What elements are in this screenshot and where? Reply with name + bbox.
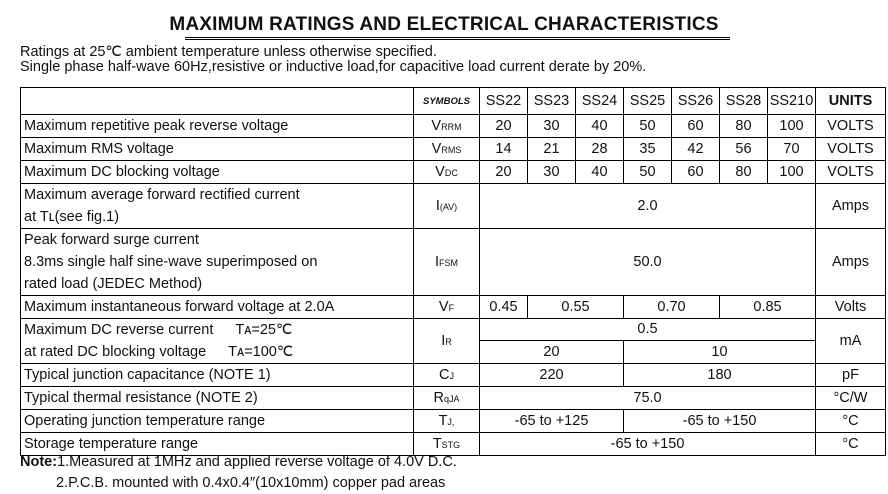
param-label: Maximum instantaneous forward voltage at 2.0A bbox=[21, 296, 414, 319]
value-cell: 2.0 bbox=[480, 184, 816, 229]
unit-cell: pF bbox=[816, 364, 886, 387]
part-header: SS22 bbox=[480, 88, 528, 115]
note-1: 1.Measured at 1MHz and applied reverse voltage of 4.0V D.C. bbox=[57, 454, 457, 470]
value-cell: 220 bbox=[480, 364, 624, 387]
value-cell: 0.55 bbox=[528, 296, 624, 319]
table-row bbox=[21, 319, 886, 341]
table-row bbox=[21, 387, 886, 410]
value-cell: 28 bbox=[576, 138, 624, 161]
table-row bbox=[21, 410, 886, 433]
value-cell: 0.70 bbox=[624, 296, 720, 319]
header-blank bbox=[21, 88, 414, 115]
value-cell: 75.0 bbox=[480, 387, 816, 410]
symbol-cell: VDC bbox=[414, 161, 480, 184]
part-header: SS25 bbox=[624, 88, 672, 115]
unit-cell: °C bbox=[816, 410, 886, 433]
symbol-cell: IR bbox=[414, 319, 480, 364]
value-cell: 100 bbox=[768, 115, 816, 138]
value-cell: -65 to +150 bbox=[480, 433, 816, 456]
value-cell: 100 bbox=[768, 161, 816, 184]
value-cell: 30 bbox=[528, 115, 576, 138]
param-label: Peak forward surge current 8.3ms single half sine-wave superimposed on rated load (JEDEC Method) bbox=[21, 229, 414, 296]
intro-line: Single phase half-wave 60Hz,resistive or inductive load,for capacitive load current derate by 20%. bbox=[20, 59, 647, 75]
unit-cell: Amps bbox=[816, 229, 886, 296]
unit-cell: VOLTS bbox=[816, 161, 886, 184]
unit-cell: mA bbox=[816, 319, 886, 364]
symbol-cell: VF bbox=[414, 296, 480, 319]
page-title: MAXIMUM RATINGS AND ELECTRICAL CHARACTERISTICS bbox=[169, 14, 719, 35]
value-cell: 70 bbox=[768, 138, 816, 161]
param-label: Typical junction capacitance (NOTE 1) bbox=[21, 364, 414, 387]
unit-cell: VOLTS bbox=[816, 138, 886, 161]
value-cell: 60 bbox=[672, 115, 720, 138]
title-rule-top bbox=[185, 37, 730, 38]
notes-label: Note: bbox=[20, 454, 58, 470]
value-cell: 56 bbox=[720, 138, 768, 161]
table-row bbox=[21, 184, 886, 229]
table-row bbox=[21, 296, 886, 319]
value-cell: 10 bbox=[624, 340, 816, 363]
param-label: Maximum DC blocking voltage bbox=[21, 161, 414, 184]
unit-cell: VOLTS bbox=[816, 115, 886, 138]
part-header: SS24 bbox=[576, 88, 624, 115]
table-row bbox=[21, 229, 886, 296]
units-header: UNITS bbox=[816, 88, 886, 115]
value-cell: 35 bbox=[624, 138, 672, 161]
value-cell: 0.45 bbox=[480, 296, 528, 319]
symbol-cell: VRRM bbox=[414, 115, 480, 138]
value-cell: 180 bbox=[624, 364, 816, 387]
symbols-header: SYMBOLS bbox=[414, 88, 480, 115]
value-cell: 0.85 bbox=[720, 296, 816, 319]
header-row bbox=[21, 88, 886, 115]
value-cell: 30 bbox=[528, 161, 576, 184]
intro-line: Ratings at 25℃ ambient temperature unless otherwise specified. bbox=[20, 44, 437, 60]
unit-cell: °C bbox=[816, 433, 886, 456]
param-label: Maximum RMS voltage bbox=[21, 138, 414, 161]
part-header: SS26 bbox=[672, 88, 720, 115]
value-cell: 20 bbox=[480, 115, 528, 138]
symbol-cell: IFSM bbox=[414, 229, 480, 296]
table-row bbox=[21, 364, 886, 387]
value-cell: 40 bbox=[576, 161, 624, 184]
symbol-cell: I(AV) bbox=[414, 184, 480, 229]
symbol-cell: TSTG bbox=[414, 433, 480, 456]
part-header: SS23 bbox=[528, 88, 576, 115]
symbol-cell: RqJA bbox=[414, 387, 480, 410]
unit-cell: Amps bbox=[816, 184, 886, 229]
value-cell: 80 bbox=[720, 161, 768, 184]
table-row bbox=[21, 138, 886, 161]
value-cell: 40 bbox=[576, 115, 624, 138]
value-cell: 20 bbox=[480, 161, 528, 184]
value-cell: 80 bbox=[720, 115, 768, 138]
value-cell: 60 bbox=[672, 161, 720, 184]
param-label: Maximum repetitive peak reverse voltage bbox=[21, 115, 414, 138]
ratings-table bbox=[20, 87, 886, 456]
unit-cell: Volts bbox=[816, 296, 886, 319]
value-cell: 42 bbox=[672, 138, 720, 161]
param-label: Typical thermal resistance (NOTE 2) bbox=[21, 387, 414, 410]
symbol-cell: VRMS bbox=[414, 138, 480, 161]
title-rule-bottom bbox=[185, 39, 730, 40]
symbol-cell: CJ bbox=[414, 364, 480, 387]
value-cell: 20 bbox=[480, 340, 624, 363]
part-header: SS28 bbox=[720, 88, 768, 115]
param-label: Maximum average forward rectified current at Tʟ(see fig.1) bbox=[21, 184, 414, 229]
symbol-cell: TJ, bbox=[414, 410, 480, 433]
value-cell: 21 bbox=[528, 138, 576, 161]
table-row bbox=[21, 115, 886, 138]
value-cell: 50.0 bbox=[480, 229, 816, 296]
value-cell: -65 to +150 bbox=[624, 410, 816, 433]
param-label: Storage temperature range bbox=[21, 433, 414, 456]
note-2: 2.P.C.B. mounted with 0.4x0.4″(10x10mm) copper pad areas bbox=[56, 475, 446, 491]
table-row bbox=[21, 161, 886, 184]
value-cell: 14 bbox=[480, 138, 528, 161]
param-label: Operating junction temperature range bbox=[21, 410, 414, 433]
value-cell: 50 bbox=[624, 161, 672, 184]
value-cell: -65 to +125 bbox=[480, 410, 624, 433]
value-cell: 50 bbox=[624, 115, 672, 138]
param-label: Maximum DC reverse current Tᴀ=25℃ at rated DC blocking voltage Tᴀ=100℃ bbox=[21, 319, 414, 364]
value-cell: 0.5 bbox=[480, 319, 816, 341]
unit-cell: °C/W bbox=[816, 387, 886, 410]
intro-text bbox=[20, 45, 646, 75]
part-header: SS210 bbox=[768, 88, 816, 115]
notes bbox=[20, 452, 457, 494]
